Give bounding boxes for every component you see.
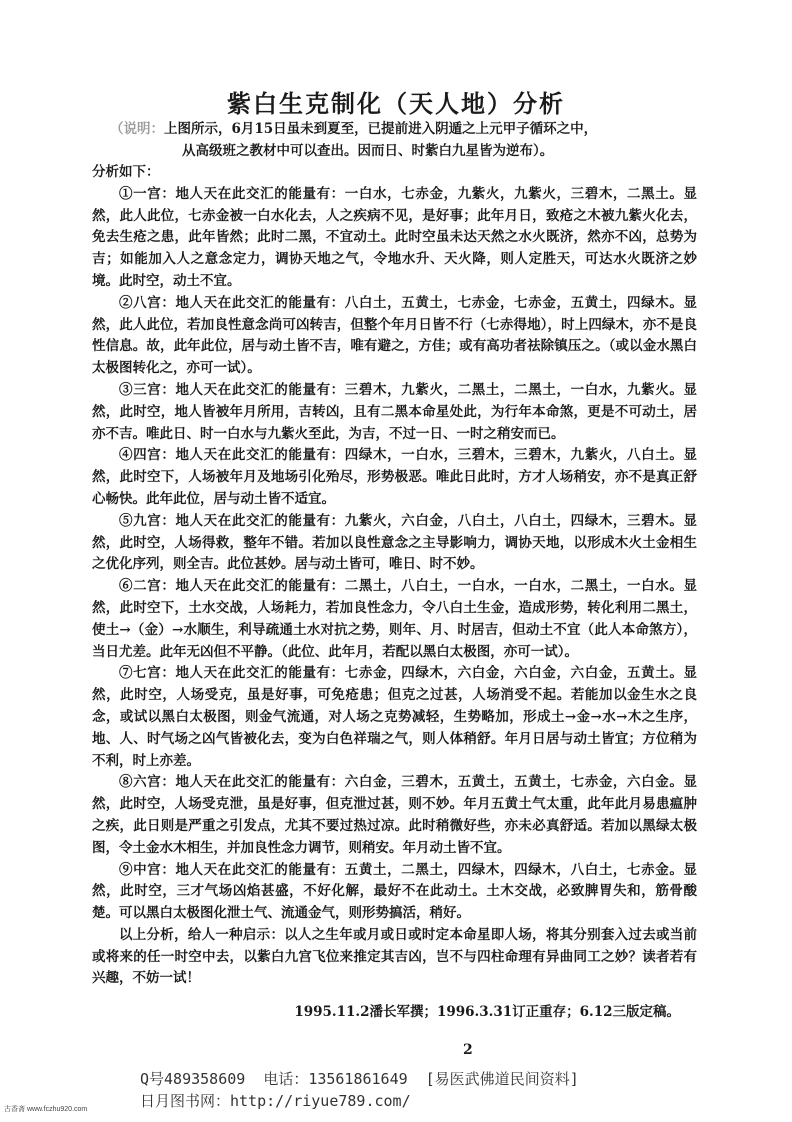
note-line-1 — [110, 118, 710, 140]
note-line-2: 从高级班之教材中可以查出。因而日、时紫白九星皆为逆布）。 — [182, 143, 554, 159]
footer-tag: [易医武佛道民间资料] — [425, 1070, 579, 1088]
paragraph-palace-3: ③三宫：地人天在此交汇的能量有：三碧木，九紫火，二黑土，二黑土，一白水，九紫火。显然，此时空，地人皆被年月所用，吉转凶，且有二黑本命星处此，为行年本命煞，更是不可动土，居亦不吉。唯此日、时一白水与九紫火至此，为吉，不过一日、一时之稍安而已。 — [92, 381, 697, 442]
paragraph-palace-9: ⑤九宫：地人天在此交汇的能量有：九紫火，六白金，八白土，八白土，四绿木，三碧木。显然，此时空，人场得救，整年不错。若加以良性意念之主导影响力，调协天地，以形成木火土金相生之优化序列，则全吉。此位甚妙。居与动土皆可，唯日、时不妙。 — [92, 512, 697, 573]
paragraph-palace-7: ⑦七宫：地人天在此交汇的能量有：七赤金，四绿木，六白金，六白金，六白金，五黄土。显然，此时空，人场受克，虽是好事，可免疮患；但克之过甚，人场消受不起。若能加以金生水之良念，或试以黑白太极图，则金气流通，对人场之克势减轻，生势略加，形成土→金→水→木之生序，地、人、时气场之凶气皆被化去，变为白色祥瑞之气，则人体稍舒。年月日居与动土皆宜；方位稍为不利，时上亦差。 — [92, 665, 697, 769]
footer — [140, 1068, 680, 1112]
footer-line-1 — [140, 1068, 680, 1090]
note-prefix: （说明： — [110, 121, 164, 137]
paragraph-palace-1: ①一宫：地人天在此交汇的能量有：一白水，七赤金，九紫火，九紫火，三碧木，二黑土。显然，此人此位，七赤金被一白水化去，人之疾病不见，是好事；此年月日，致疮之木被九紫火化去，免去生疮之患，此年皆然；此时二黑，不宜动土。此时空虽未达天然之水火既济，然亦不凶，总势为吉；如能加入人之意念定力，调协天地之气，令地水升、天火降，则人定胜天，可达水火既济之妙境。此时空，动土不宜。 — [92, 185, 697, 289]
note-line-1-text: 上图所示，6月15日虽未到夏至，已提前进入阴遁之上元甲子循环之中， — [164, 121, 598, 137]
analysis-body — [92, 162, 697, 990]
footer-qq: Q号489358609 — [140, 1070, 246, 1088]
paragraph-palace-4: ④四宫：地人天在此交汇的能量有：四绿木，一白水，三碧木，三碧木，九紫火，八白土。显然，此时空下，人场被年月及地场引化殆尽，形势极恶。唯此日此时，方才人场稍安，亦不是真正舒心畅快。此年此位，居与动土皆不适宜。 — [92, 447, 697, 507]
page-title: 紫白生克制化（天人地）分析 — [227, 89, 565, 118]
paragraph-conclusion: 以上分析，给人一种启示：以人之生年或月或日或时定本命星即人场，将其分别套入过去或当前或将来的任一时空中去，以紫白九宫飞位来推定其吉凶，岂不与四柱命理有异曲同工之妙？读者若有兴趣，不妨一试！ — [92, 926, 697, 987]
author-signature: 1995.11.2潘长军撰；1996.3.31订正重存；6.12三版定稿。 — [294, 1004, 680, 1020]
paragraph-palace-center: ⑨中宫：地人天在此交汇的能量有：五黄土，二黑土，四绿木，四绿木，八白土，七赤金。显然，此时空，三才气场凶焰甚盛，不好化解，最好不在此动土。土木交战，必致脾胃失和，筋骨酸楚。可以黑白太极图化泄土气、流通金气，则形势搞活，稍好。 — [92, 861, 697, 922]
footer-phone: 电话：13561861649 — [263, 1070, 408, 1088]
paragraph-intro: 分析如下： — [92, 164, 160, 180]
site-watermark: 古香斋 www.fczhu920.com — [4, 1106, 88, 1113]
paragraph-palace-2: ⑥二宫：地人天在此交汇的能量有：二黑土，八白土，一白水，一白水，二黑土，一白水。显然，此时空下，土水交战，人场耗力，若加良性念力，令八白土生金，造成形势，转化利用二黑土，使土→（金）→水顺生，利导疏通土水对抗之势，则年、月、时居吉，但动土不宜（此人本命煞方），当日尤差。此年无凶但不平静。（此位、此年月，若配以黑白太极图，亦可一试）。 — [92, 578, 697, 660]
paragraph-palace-6: ⑧六宫：地人天在此交汇的能量有：六白金，三碧木，五黄土，五黄土，七赤金，六白金。显然，此时空，人场受克泄，虽是好事，但克泄过甚，则不妙。年月五黄土气太重，此年此月易患瘟肿之疾，此日则是严重之引发点，尤其不要过热过凉。此时稍微好些，亦未必真舒适。若加以黑绿太极图，令土金水木相生，并加良性念力调节，则稍安。年月动土皆不宜。 — [92, 774, 697, 856]
footer-site-link[interactable]: 日月图书网：http://riyue789.com/ — [140, 1092, 411, 1110]
paragraph-palace-8: ②八宫：地人天在此交汇的能量有：八白土，五黄土，七赤金，七赤金，五黄土，四绿木。显然，此人此位，若加良性意念尚可凶转吉，但整个年月日皆不行（七赤得地），时上四绿木，亦不是良性信息。故，此年此位，居与动土皆不吉，唯有避之，方佳；或有高功者祛除镇压之。（或以金水黑白太极图转化之，亦可一试）。 — [92, 294, 697, 377]
explanation-note — [110, 118, 710, 162]
page-number: 2 — [463, 1042, 473, 1058]
